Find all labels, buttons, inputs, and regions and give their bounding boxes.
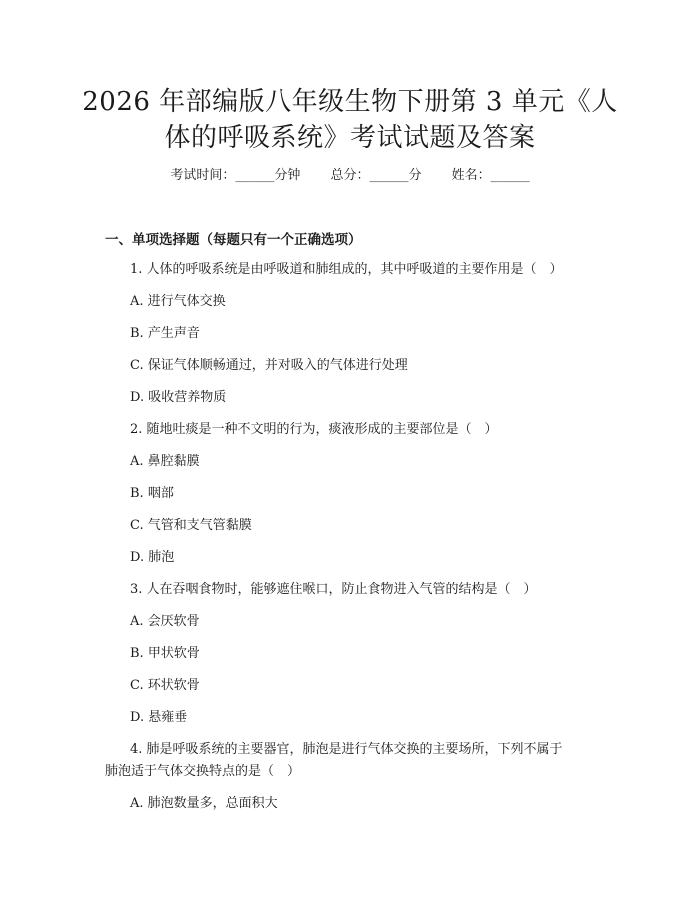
question-2-option-d: D. 肺泡 xyxy=(130,550,175,565)
question-4-option-a: A. 肺泡数量多，总面积大 xyxy=(130,796,278,811)
question-1-option-a: A. 进行气体交换 xyxy=(130,294,226,309)
exam-time-field: 考试时间：______分钟 xyxy=(170,168,301,183)
question-4-stem: 4. 肺是呼吸系统的主要器官，肺泡是进行气体交换的主要场所，下列不属于 xyxy=(130,742,563,757)
question-2-option-a: A. 鼻腔黏膜 xyxy=(130,454,200,469)
question-2-option-c: C. 气管和支气管黏膜 xyxy=(130,518,252,533)
question-1-option-c: C. 保证气体顺畅通过，并对吸入的气体进行处理 xyxy=(130,358,408,373)
question-2-stem: 2. 随地吐痰是一种不文明的行为，痰液形成的主要部位是（ ） xyxy=(130,422,498,437)
exam-name-field: 姓名：______ xyxy=(451,168,530,183)
section-heading: 一、单项选择题（每题只有一个正确选项） xyxy=(105,232,362,248)
question-4-stem-continued: 肺泡适于气体交换特点的是（ ） xyxy=(105,764,301,779)
exam-info-bar xyxy=(0,166,700,186)
question-1-option-d: D. 吸收营养物质 xyxy=(130,390,227,405)
question-1-option-b: B. 产生声音 xyxy=(130,326,200,341)
question-1-stem: 1. 人体的呼吸系统是由呼吸道和肺组成的，其中呼吸道的主要作用是（ ） xyxy=(130,262,563,277)
exam-score-field: 总分：______分 xyxy=(330,168,422,183)
question-2-option-b: B. 咽部 xyxy=(130,486,174,501)
page-title-line-2: 体的呼吸系统》考试试题及答案 xyxy=(164,123,536,153)
question-3-option-d: D. 悬雍垂 xyxy=(130,710,188,725)
question-3-option-b: B. 甲状软骨 xyxy=(130,646,200,661)
question-3-option-c: C. 环状软骨 xyxy=(130,678,200,693)
question-3-stem: 3. 人在吞咽食物时，能够遮住喉口，防止食物进入气管的结构是（ ） xyxy=(130,582,537,597)
question-3-option-a: A. 会厌软骨 xyxy=(130,614,200,629)
page-title-line-1: 2026 年部编版八年级生物下册第 3 单元《人 xyxy=(82,87,618,117)
